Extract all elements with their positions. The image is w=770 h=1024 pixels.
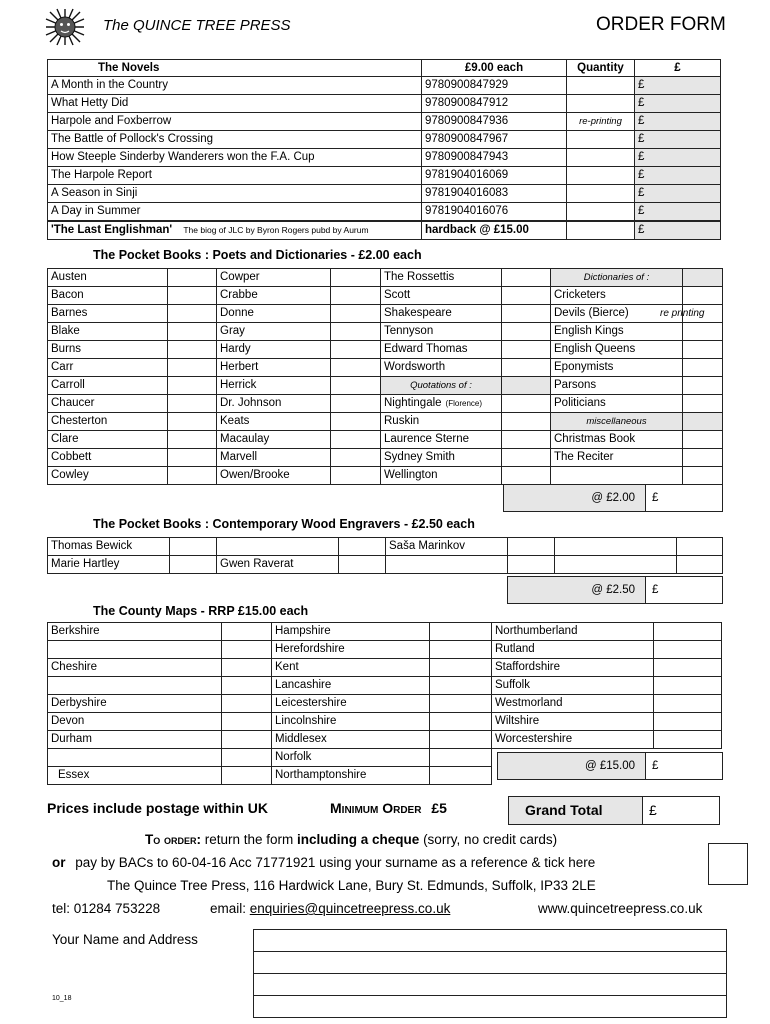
amount-cell[interactable]: £: [635, 77, 721, 95]
novel-row: [48, 77, 721, 95]
book-name: Sydney Smith: [381, 449, 502, 467]
quantity-cell[interactable]: [331, 377, 381, 395]
quantity-cell[interactable]: [430, 677, 492, 695]
quantity-cell[interactable]: [168, 287, 217, 305]
novels-header: The Novels: [48, 60, 422, 77]
quantity-cell[interactable]: [502, 467, 551, 485]
quantity-cell[interactable]: [331, 323, 381, 341]
poet-row: [48, 413, 723, 431]
map-name: Northamptonshire: [272, 767, 430, 785]
map-name: Rutland: [492, 641, 654, 659]
address-line[interactable]: [254, 952, 727, 974]
quantity-cell[interactable]: [654, 695, 722, 713]
book-name: [386, 556, 508, 574]
quantity-cell[interactable]: [430, 641, 492, 659]
quantity-cell[interactable]: [502, 305, 551, 323]
novel-row: [48, 113, 721, 131]
quantity-cell[interactable]: [654, 731, 722, 749]
map-row: [48, 713, 722, 731]
currency: £: [638, 224, 645, 236]
quantity-cell[interactable]: [654, 641, 722, 659]
quantity-cell[interactable]: [168, 323, 217, 341]
quantity-cell[interactable]: [567, 167, 635, 185]
poet-row: [48, 323, 723, 341]
book-name: Parsons: [551, 377, 683, 395]
book-name: Herrick: [217, 377, 331, 395]
map-row: [48, 695, 722, 713]
amount-cell[interactable]: £: [635, 149, 721, 167]
map-name: Norfolk: [272, 749, 430, 767]
book-name: [551, 467, 683, 485]
quantity-cell[interactable]: [222, 641, 272, 659]
amount-cell[interactable]: £: [635, 203, 721, 222]
last-englishman-row: [48, 221, 422, 240]
quantity-cell[interactable]: [331, 359, 381, 377]
quantity-cell[interactable]: [683, 341, 723, 359]
poet-row: [48, 467, 723, 485]
book-name: Chaucer: [48, 395, 168, 413]
quantity-cell[interactable]: [683, 377, 723, 395]
book-name: Keats: [217, 413, 331, 431]
amount-cell[interactable]: £: [635, 185, 721, 203]
quantity-cell[interactable]: [339, 538, 386, 556]
quantity-cell[interactable]: [660, 305, 723, 323]
quantity-cell[interactable]: [168, 359, 217, 377]
quantity-cell[interactable]: [502, 377, 551, 395]
quantity-cell[interactable]: [170, 556, 217, 574]
poet-row: [48, 449, 723, 467]
quantity-cell[interactable]: [168, 341, 217, 359]
book-name: Blake: [48, 323, 168, 341]
to-order-cheque: including a cheque: [297, 832, 420, 847]
quantity-cell[interactable]: [430, 749, 492, 767]
quantity-cell[interactable]: [654, 623, 722, 641]
quantity-cell[interactable]: [555, 538, 677, 556]
quantity-cell[interactable]: [331, 431, 381, 449]
map-name: Berkshire: [48, 623, 222, 641]
book-name: The Rossettis: [381, 269, 502, 287]
book-isbn: 9780900847967: [422, 131, 567, 149]
book-name: Bacon: [48, 287, 168, 305]
book-title: The Battle of Pollock's Crossing: [48, 131, 422, 149]
poets-subtotal: [503, 484, 723, 512]
engraver-row: [48, 538, 723, 556]
book-name: Ruskin: [381, 413, 502, 431]
book-name: Donne: [217, 305, 331, 323]
book-name-note: (Florence): [445, 399, 482, 408]
quantity-cell[interactable]: [567, 221, 635, 240]
email-link[interactable]: enquiries@quincetreepress.co.uk: [249, 901, 451, 916]
book-isbn: 9780900847943: [422, 149, 567, 167]
quantity-cell[interactable]: [168, 377, 217, 395]
subtotal-label: @ £15.00: [584, 760, 635, 772]
novel-row: [48, 185, 721, 203]
quantity-cell[interactable]: [502, 323, 551, 341]
map-row: [48, 677, 722, 695]
quantity-cell[interactable]: [683, 287, 723, 305]
amount-cell[interactable]: £: [635, 131, 721, 149]
quantity-cell[interactable]: [508, 556, 555, 574]
subtotal-label: @ £2.50: [591, 584, 635, 596]
quantity-cell[interactable]: [683, 449, 723, 467]
map-name: Suffolk: [492, 677, 654, 695]
quantity-cell[interactable]: [331, 341, 381, 359]
book-name: Thomas Bewick: [48, 538, 170, 556]
book-title: A Season in Sinji: [48, 185, 422, 203]
book-name: Cricketers: [551, 287, 683, 305]
quantity-cell[interactable]: [170, 538, 217, 556]
quantity-cell[interactable]: [168, 305, 217, 323]
press-name: The QUINCE TREE PRESS: [103, 17, 291, 34]
book-isbn: 9780900847929: [422, 77, 567, 95]
book-name: Cowley: [48, 467, 168, 485]
quantity-cell[interactable]: [430, 731, 492, 749]
amount-cell[interactable]: £: [635, 113, 721, 131]
book-title: How Steeple Sinderby Wanderers won the F.A. Cup: [48, 149, 422, 167]
minimum-value: £5: [431, 800, 447, 816]
quantity-cell[interactable]: [502, 413, 551, 431]
quantity-cell[interactable]: [683, 323, 723, 341]
to-order-line: [145, 832, 557, 847]
grand-total-box: [508, 796, 720, 825]
quantity-cell[interactable]: [567, 203, 635, 222]
novels-price-header: £9.00 each: [422, 60, 567, 77]
book-name: The Reciter: [551, 449, 683, 467]
map-name: Kent: [272, 659, 430, 677]
quantity-cell[interactable]: [683, 431, 723, 449]
poet-row: [48, 341, 723, 359]
subtotal-amount[interactable]: £: [645, 485, 722, 511]
to-order-note: (sorry, no credit cards): [419, 832, 558, 847]
quantity-header: Quantity: [567, 60, 635, 77]
quantity-cell[interactable]: [683, 467, 723, 485]
form-title: ORDER FORM: [596, 14, 726, 35]
quantity-cell[interactable]: [430, 767, 492, 785]
map-name: [48, 641, 222, 659]
map-name: Durham: [48, 731, 222, 749]
book-name-text: Nightingale: [384, 397, 442, 409]
maps-subtotal: [497, 752, 723, 780]
novel-row: [48, 131, 721, 149]
quantity-cell[interactable]: [168, 269, 217, 287]
quantity-cell[interactable]: [567, 185, 635, 203]
book-name: English Kings: [551, 323, 683, 341]
book-name: miscellaneous: [551, 413, 683, 431]
book-isbn: 9781904016069: [422, 167, 567, 185]
book-name: Eponymists: [551, 359, 683, 377]
map-name: Westmorland: [492, 695, 654, 713]
sun-face-logo-icon: [44, 8, 86, 46]
quantity-cell[interactable]: [567, 77, 635, 95]
website[interactable]: www.quincetreepress.co.uk: [538, 901, 703, 916]
novel-row: [48, 149, 721, 167]
engravers-subtotal: [507, 576, 723, 604]
quantity-cell[interactable]: [331, 413, 381, 431]
map-name: Northumberland: [492, 623, 654, 641]
quantity-cell[interactable]: [677, 556, 723, 574]
quantity-cell[interactable]: [567, 131, 635, 149]
poet-row: [48, 287, 723, 305]
book-name: Macaulay: [217, 431, 331, 449]
book-name: Wellington: [381, 467, 502, 485]
quantity-cell[interactable]: [677, 538, 723, 556]
map-row: [48, 731, 722, 749]
quantity-cell[interactable]: [654, 659, 722, 677]
to-order-label: To order:: [145, 832, 201, 847]
quantity-cell[interactable]: [222, 659, 272, 677]
book-name: Gwen Raverat: [217, 556, 339, 574]
quantity-cell[interactable]: [222, 677, 272, 695]
to-order-text: return the form: [201, 832, 298, 847]
book-name: Politicians: [551, 395, 683, 413]
map-name: Herefordshire: [272, 641, 430, 659]
book-name: Owen/Brooke: [217, 467, 331, 485]
quantity-cell[interactable]: [168, 431, 217, 449]
book-price: hardback @ £15.00: [422, 221, 567, 240]
postage-note: Prices include postage within UK: [47, 800, 268, 816]
book-name: Cowper: [217, 269, 331, 287]
engravers-table: [47, 537, 723, 574]
book-isbn: 9781904016076: [422, 203, 567, 222]
map-name: [48, 749, 222, 767]
quantity-cell[interactable]: [430, 623, 492, 641]
quantity-cell[interactable]: [331, 269, 381, 287]
quantity-cell[interactable]: [430, 659, 492, 677]
minimum-label: Minimum Order: [330, 800, 422, 816]
novel-row: [48, 95, 721, 113]
map-name: Middlesex: [272, 731, 430, 749]
quantity-cell[interactable]: [222, 713, 272, 731]
map-name: Devon: [48, 713, 222, 731]
quantity-cell[interactable]: [168, 395, 217, 413]
book-name: Devils (Bierce): [551, 305, 683, 323]
book-name: [217, 538, 339, 556]
quantity-cell[interactable]: [654, 677, 722, 695]
book-isbn: 9780900847936: [422, 113, 567, 131]
book-name: Wordsworth: [381, 359, 502, 377]
book-name: Tennyson: [381, 323, 502, 341]
book-title: The Harpole Report: [48, 167, 422, 185]
book-isbn: 9781904016083: [422, 185, 567, 203]
amount-cell[interactable]: £: [635, 95, 721, 113]
map-name: Hampshire: [272, 623, 430, 641]
novels-table: [47, 59, 721, 240]
book-name: Hardy: [217, 341, 331, 359]
book-name: Crabbe: [217, 287, 331, 305]
subtotal-amount[interactable]: £: [645, 577, 722, 603]
map-name: Lincolnshire: [272, 713, 430, 731]
poet-row: [48, 431, 723, 449]
quantity-cell[interactable]: [502, 341, 551, 359]
book-name: Carroll: [48, 377, 168, 395]
quantity-cell[interactable]: [502, 431, 551, 449]
quantity-cell[interactable]: [502, 269, 551, 287]
book-title: A Month in the Country: [48, 77, 422, 95]
book-name: Cobbett: [48, 449, 168, 467]
subtotal-amount[interactable]: £: [645, 753, 722, 779]
book-name: [381, 395, 502, 413]
book-name: Austen: [48, 269, 168, 287]
quantity-cell[interactable]: [339, 556, 386, 574]
book-name: Dictionaries of :: [551, 269, 683, 287]
quantity-cell[interactable]: [331, 467, 381, 485]
map-name: Essex: [48, 767, 222, 785]
quantity-cell[interactable]: [222, 623, 272, 641]
quantity-cell[interactable]: [168, 449, 217, 467]
pocket-engravers-title: The Pocket Books : Contemporary Wood Engravers - £2.50 each: [93, 517, 475, 531]
grand-total-amount[interactable]: £: [642, 797, 719, 824]
novel-row: [48, 167, 721, 185]
quantity-cell[interactable]: [222, 695, 272, 713]
quantity-cell[interactable]: [331, 395, 381, 413]
book-name: Scott: [381, 287, 502, 305]
amount-header: £: [635, 60, 721, 77]
book-name: Dr. Johnson: [217, 395, 331, 413]
reprinting-note: re printing: [660, 308, 705, 319]
poet-row: [48, 269, 723, 287]
book-title: Harpole and Foxberrow: [48, 113, 422, 131]
quantity-cell[interactable]: [168, 467, 217, 485]
book-name: Shakespeare: [381, 305, 502, 323]
book-name: Gray: [217, 323, 331, 341]
name-address-label: Your Name and Address: [52, 932, 198, 947]
map-name: Lancashire: [272, 677, 430, 695]
minimum-order: [330, 800, 447, 816]
book-name: Herbert: [217, 359, 331, 377]
quantity-cell[interactable]: [508, 538, 555, 556]
book-name: Edward Thomas: [381, 341, 502, 359]
map-name: Leicestershire: [272, 695, 430, 713]
quantity-cell[interactable]: [430, 713, 492, 731]
quantity-cell[interactable]: [502, 359, 551, 377]
book-name: English Queens: [551, 341, 683, 359]
book-name: Chesterton: [48, 413, 168, 431]
or-label: or: [52, 855, 66, 870]
map-row: [48, 659, 722, 677]
book-note: The biog of JLC by Byron Rogers pubd by Aurum: [183, 225, 369, 235]
bacs-line: [52, 855, 595, 870]
quantity-cell[interactable]: [222, 749, 272, 767]
book-name: Carr: [48, 359, 168, 377]
address-line[interactable]: [254, 930, 727, 952]
quantity-cell[interactable]: [567, 149, 635, 167]
map-name: Worcestershire: [492, 731, 654, 749]
poet-row: [48, 377, 723, 395]
book-title: 'The Last Englishman': [51, 224, 173, 236]
address-line[interactable]: [254, 996, 727, 1018]
quantity-cell[interactable]: [222, 731, 272, 749]
book-isbn: 9780900847912: [422, 95, 567, 113]
book-title: A Day in Summer: [48, 203, 422, 222]
book-name: Burns: [48, 341, 168, 359]
press-address: The Quince Tree Press, 116 Hardwick Lane, Bury St. Edmunds, Suffolk, IP33 2LE: [107, 878, 596, 893]
quantity-cell[interactable]: [502, 449, 551, 467]
book-name: Saša Marinkov: [386, 538, 508, 556]
map-name: Staffordshire: [492, 659, 654, 677]
maps-title: The County Maps - RRP £15.00 each: [93, 604, 309, 618]
engraver-row: [48, 556, 723, 574]
quantity-cell[interactable]: [168, 413, 217, 431]
map-name: Cheshire: [48, 659, 222, 677]
telephone: tel: 01284 753228: [52, 901, 161, 916]
poet-row: [48, 395, 723, 413]
quantity-cell[interactable]: [331, 305, 381, 323]
amount-cell[interactable]: £: [635, 167, 721, 185]
bacs-tick-box[interactable]: [708, 843, 748, 885]
quantity-cell[interactable]: re-printing: [567, 113, 635, 131]
book-name: Quotations of :: [381, 377, 502, 395]
novel-row: [48, 203, 721, 222]
quantity-cell[interactable]: [331, 287, 381, 305]
book-name: Clare: [48, 431, 168, 449]
form-code: 10_18: [52, 995, 72, 1002]
bacs-text: pay by BACs to 60-04-16 Acc 71771921 using your surname as a reference & tick here: [75, 855, 596, 870]
poets-table: [47, 268, 723, 485]
book-name: Barnes: [48, 305, 168, 323]
quantity-cell[interactable]: [654, 713, 722, 731]
quantity-cell[interactable]: [222, 767, 272, 785]
map-row: [48, 623, 722, 641]
map-name: [48, 677, 222, 695]
quantity-cell[interactable]: [683, 395, 723, 413]
poet-row: [48, 359, 723, 377]
quantity-cell[interactable]: [567, 95, 635, 113]
book-name: Marie Hartley: [48, 556, 170, 574]
book-name: Laurence Sterne: [381, 431, 502, 449]
quantity-cell[interactable]: [683, 413, 723, 431]
quantity-cell[interactable]: [502, 395, 551, 413]
book-title: What Hetty Did: [48, 95, 422, 113]
book-name: Christmas Book: [551, 431, 683, 449]
email-line: [210, 901, 450, 916]
poet-row: [48, 305, 723, 323]
pocket-poets-title: The Pocket Books : Poets and Dictionaries - £2.00 each: [93, 248, 422, 262]
quantity-cell[interactable]: [555, 556, 677, 574]
amount-cell[interactable]: [635, 221, 721, 240]
quantity-cell[interactable]: [683, 269, 723, 287]
quantity-cell[interactable]: [430, 695, 492, 713]
name-address-table: [253, 929, 727, 1018]
quantity-cell[interactable]: [331, 449, 381, 467]
map-name: Derbyshire: [48, 695, 222, 713]
grand-total-label: Grand Total: [525, 802, 603, 818]
map-name: Wiltshire: [492, 713, 654, 731]
email-label: email:: [210, 901, 250, 916]
address-line[interactable]: [254, 974, 727, 996]
book-name: Marvell: [217, 449, 331, 467]
quantity-cell[interactable]: [502, 287, 551, 305]
map-row: [48, 641, 722, 659]
quantity-cell[interactable]: [683, 359, 723, 377]
subtotal-label: @ £2.00: [591, 492, 635, 504]
